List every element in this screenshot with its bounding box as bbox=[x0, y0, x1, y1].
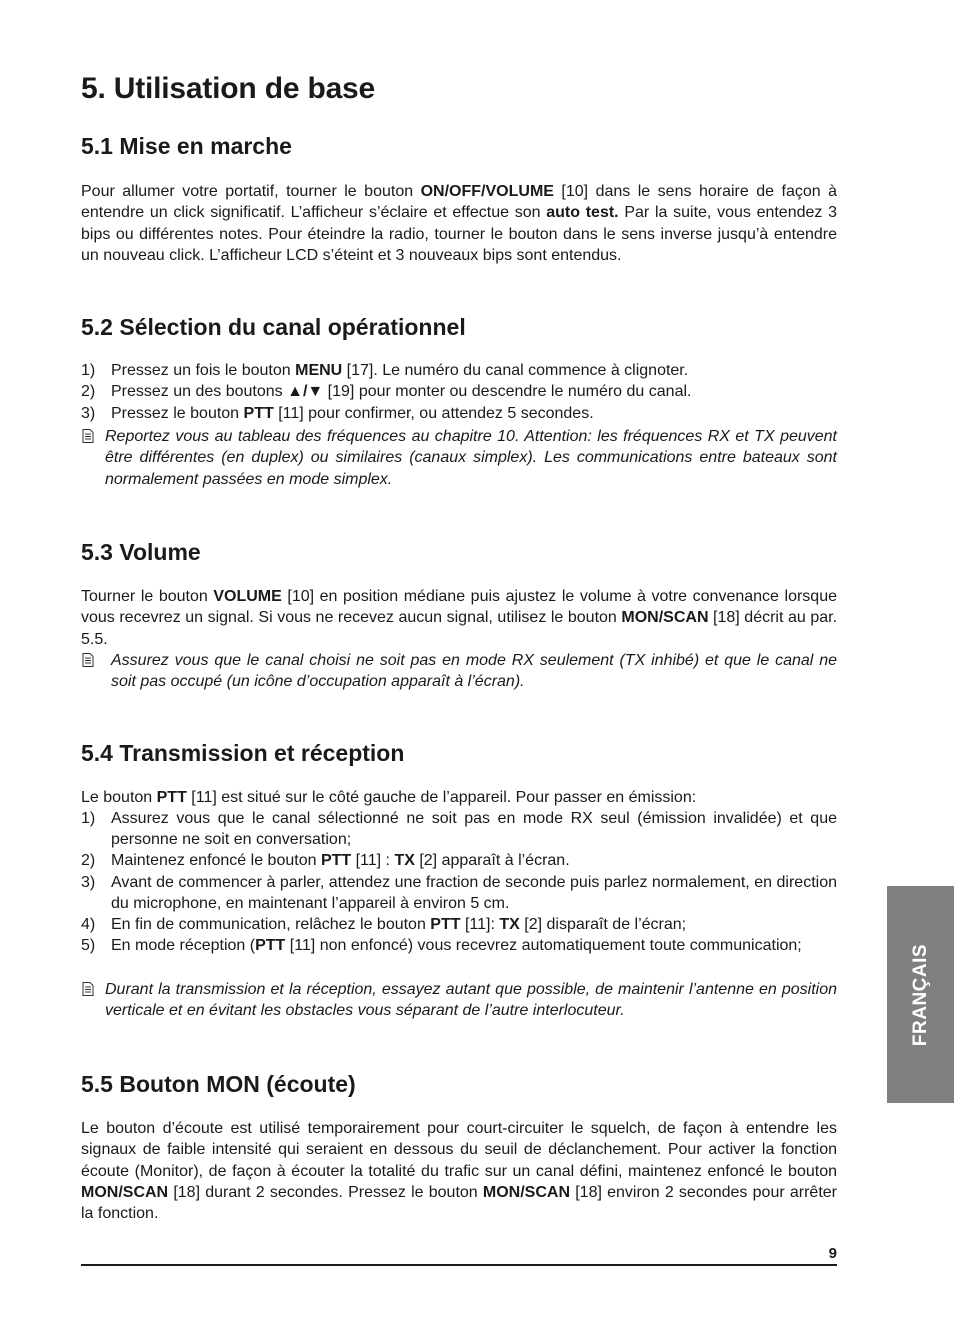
list-item: 3) Avant de commencer à parler, attendez une fraction de seconde puis parlez normalement, en direction du microphone, en maintenant l’appareil à environ 5 cm. bbox=[81, 874, 837, 913]
note-antenne: Durant la transmission et la réception, essayez autant que possible, de maintenir l’antenne en position verticale et en évitant les obstacles vous séparant de l’autre interlocuteur. bbox=[81, 979, 837, 1022]
paragraph-volume: Tourner le bouton VOLUME [10] en position médiane puis ajustez le volume à votre convenance lorsque vous recevrez un signal. Si vous ne recevez aucun signal, utilisez le bouton MON/SCAN [18] décrit au par. 5.5. bbox=[81, 588, 838, 648]
page-number: 9 bbox=[828, 1245, 837, 1262]
language-tab bbox=[887, 886, 954, 1103]
section-heading-5-4: 5.4 Transmission et réception bbox=[81, 740, 405, 766]
note-icon bbox=[82, 653, 94, 667]
section-heading-5-1: 5.1 Mise en marche bbox=[81, 133, 292, 159]
paragraph-transmission-intro: Le bouton PTT [11] est situé sur le côté gauche de l’appareil. Pour passer en émission: bbox=[81, 789, 697, 806]
list-item: 1) Pressez un fois le bouton MENU [17]. Le numéro du canal commence à clignoter. bbox=[81, 362, 689, 379]
section-heading-5-5: 5.5 Bouton MON (écoute) bbox=[81, 1071, 356, 1097]
list-item: 1) Assurez vous que le canal sélectionné ne soit pas en mode RX seul (émission invalidée) et que personne ne soit en conversation; bbox=[81, 810, 837, 849]
list-item: 3) Pressez le bouton PTT [11] pour confirmer, ou attendez 5 secondes. bbox=[81, 405, 594, 422]
note-icon bbox=[82, 429, 94, 443]
section-heading-5-3: 5.3 Volume bbox=[81, 539, 201, 565]
list-item: 2) Pressez un des boutons ▲/▼ [19] pour monter ou descendre le numéro du canal. bbox=[81, 383, 692, 400]
page-title: 5. Utilisation de base bbox=[81, 72, 376, 105]
list-item: 2) Maintenez enfoncé le bouton PTT [11] : TX [2] apparaît à l’écran. bbox=[81, 852, 570, 869]
note-frequencies: Reportez vous au tableau des fréquences au chapitre 10. Attention: les fréquences RX et TX peuvent être différentes (en duplex) ou similaires (canaux simplex). Les communications entre bateaux sont normalement passées en mode simplex. bbox=[81, 426, 837, 490]
paragraph-mise-en-marche: Pour allumer votre portatif, tourner le bouton ON/OFF/VOLUME [10] dans le sens horaire de façon à entendre un click significatif. L’afficheur s’éclaire et effectue son auto test. Par la suite, vous entendez 3 bips ou différentes notes. Pour éteindre la radio, tourner le bouton dans le sens inverse jusqu’à entendre un nouveau click. L’afficheur LCD s’éteint et 3 nouveaux bips sont entendus. bbox=[81, 183, 838, 264]
language-tab-label: FRANÇAIS bbox=[909, 943, 931, 1046]
paragraph-bouton-mon: Le bouton d’écoute est utilisé temporairement pour court-circuiter le squelch, de façon à entendre les signaux de faible intensité qui seraient en dessous du seuil de déclanchement. Pour activer la fonction écoute (Monitor), de façon à écouter la totalité du trafic sur un canal défini, maintenez enfoncé le bouton MON/SCAN [18] durant 2 secondes. Pressez le bouton MON/SCAN [18] environ 2 secondes pour arrêter la fonction. bbox=[81, 1120, 838, 1223]
list-item: 4) En fin de communication, relâchez le bouton PTT [11]: TX [2] disparaît de l’écran; bbox=[81, 916, 687, 933]
note-canal: Assurez vous que le canal choisi ne soit pas en mode RX seulement (TX inhibé) et que le canal ne soit pas occupé (un icône d’occupation apparaît à l’écran). bbox=[81, 650, 837, 693]
section-heading-5-2: 5.2 Sélection du canal opérationnel bbox=[81, 314, 466, 340]
footer-rule bbox=[81, 1264, 837, 1266]
note-icon bbox=[82, 982, 94, 996]
list-item: 5) En mode réception (PTT [11] non enfoncé) vous recevrez automatiquement toute communication; bbox=[81, 937, 802, 954]
